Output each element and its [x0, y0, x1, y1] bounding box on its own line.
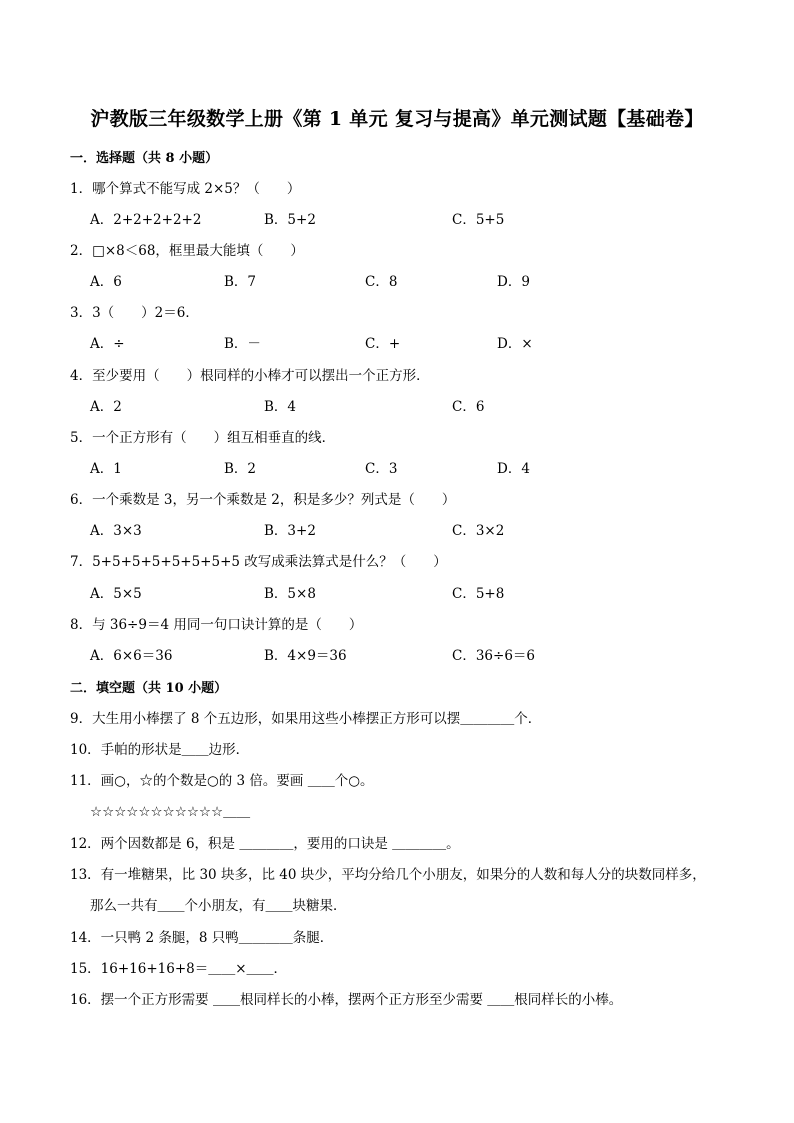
q5-option-c[interactable]: C．3	[365, 461, 398, 477]
q2-option-a[interactable]: A．6	[90, 274, 122, 290]
question-1: 1．哪个算式不能写成 2×5？（ ）	[70, 181, 301, 197]
q6-option-a[interactable]: A．3×3	[90, 523, 142, 539]
question-11: 11．画○，☆的个数是○的 3 倍。要画 ＿＿个○。	[70, 773, 374, 789]
q5-option-b[interactable]: B．2	[224, 461, 257, 477]
q3-option-c[interactable]: C．+	[365, 336, 401, 352]
question-7: 7．5+5+5+5+5+5+5+5 改写成乘法算式是什么？（ ）	[70, 554, 447, 570]
q6-option-c[interactable]: C．3×2	[452, 523, 505, 539]
q8-option-a[interactable]: A．6×6＝36	[90, 648, 173, 664]
q4-option-a[interactable]: A．2	[90, 399, 122, 415]
question-9: 9．大生用小棒摆了 8 个五边形，如果用这些小棒摆正方形可以摆＿＿＿＿个．	[70, 711, 542, 727]
question-8: 8．与 36÷9＝4 用同一句口诀计算的是（ ）	[70, 617, 363, 633]
q8-option-b[interactable]: B．4×9＝36	[264, 648, 347, 664]
question-3: 3．3（ ）2＝6．	[70, 305, 199, 321]
q2-option-d[interactable]: D．9	[497, 274, 530, 290]
q1-option-c[interactable]: C．5+5	[452, 212, 505, 228]
q2-option-c[interactable]: C．8	[365, 274, 398, 290]
question-6: 6．一个乘数是 3，另一个乘数是 2，积是多少？列式是（ ）	[70, 492, 456, 508]
q1-option-a[interactable]: A．2+2+2+2+2	[90, 212, 202, 228]
question-12: 12．两个因数都是 6，积是 ＿＿＿＿，要用的口诀是 ＿＿＿＿。	[70, 836, 460, 852]
q1-option-b[interactable]: B．5+2	[264, 212, 316, 228]
q7-option-a[interactable]: A．5×5	[90, 586, 142, 602]
question-4: 4．至少要用（ ）根同样的小棒才可以摆出一个正方形．	[70, 368, 430, 384]
q5-option-a[interactable]: A．1	[90, 461, 122, 477]
question-13-continued: 那么一共有＿＿个小朋友，有＿＿块糖果．	[90, 898, 347, 914]
q2-option-b[interactable]: B．7	[224, 274, 257, 290]
q5-option-d[interactable]: D．4	[497, 461, 530, 477]
q6-option-b[interactable]: B．3+2	[264, 523, 316, 539]
question-14: 14．一只鸭 2 条腿，8 只鸭＿＿＿＿条腿．	[70, 930, 334, 946]
question-2: 2．□×8＜68，框里最大能填（ ）	[70, 243, 304, 259]
q7-option-b[interactable]: B．5×8	[264, 586, 316, 602]
q4-option-c[interactable]: C．6	[452, 399, 485, 415]
q3-option-a[interactable]: A．÷	[90, 336, 125, 352]
q7-option-c[interactable]: C．5+8	[452, 586, 505, 602]
question-15: 15．16+16+16+8＝＿＿×＿＿．	[70, 961, 288, 977]
question-5: 5．一个正方形有（ ）组互相垂直的线．	[70, 430, 336, 446]
q8-option-c[interactable]: C．36÷6＝6	[452, 648, 535, 664]
question-13: 13．有一堆糖果，比 30 块多，比 40 块少，平均分给几个小朋友，如果分的人数和每人分的块数同样多，	[70, 867, 706, 883]
q3-option-d[interactable]: D．×	[497, 336, 533, 352]
question-16: 16．摆一个正方形需要 ＿＿根同样长的小棒，摆两个正方形至少需要 ＿＿根同样长的小棒。	[70, 992, 623, 1008]
page-title: 沪教版三年级数学上册《第 1 单元 复习与提高》单元测试题【基础卷】	[90, 108, 704, 130]
q3-option-b[interactable]: B．－	[224, 336, 261, 352]
section-heading-choice: 一．选择题（共 8 小题）	[70, 151, 219, 166]
section-heading-fill: 二．填空题（共 10 小题）	[70, 681, 228, 696]
q4-option-b[interactable]: B．4	[264, 399, 297, 415]
question-10: 10．手帕的形状是＿＿边形．	[70, 742, 250, 758]
question-11-stars: ☆☆☆☆☆☆☆☆☆☆☆＿＿	[90, 804, 251, 820]
